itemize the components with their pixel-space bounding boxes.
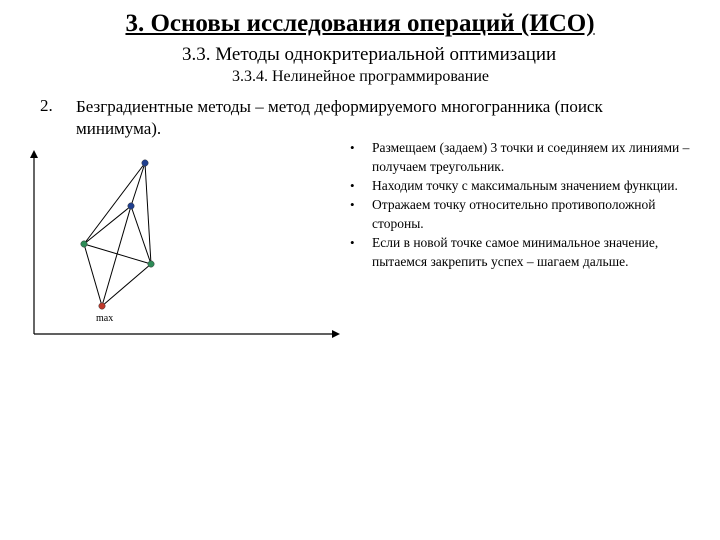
bullet-item — [348, 233, 698, 271]
point-reflected-2 — [142, 160, 148, 166]
point-left — [81, 241, 87, 247]
bullet-symbol: • — [350, 197, 355, 212]
bullet-text: Отражаем точку относительно противоположной стороны. — [372, 197, 656, 231]
triangle-lines — [84, 163, 151, 306]
max-label: max — [96, 313, 114, 324]
bullet-symbol: • — [350, 178, 355, 193]
bullet-item — [348, 195, 698, 233]
bullet-item — [348, 176, 698, 195]
bullet-item — [348, 138, 698, 176]
subsection-subtitle: 3.3.4. Нелинейное программирование — [232, 68, 489, 85]
bullet-symbol: • — [350, 235, 355, 250]
point-max — [99, 303, 105, 309]
item-text: Безградиентные методы – метод деформируемого многогранника (поиск минимума). — [76, 97, 603, 138]
bullet-text: Если в новой точке самое минимальное значение, пытаемся закрепить успех – шагаем дальше. — [372, 235, 659, 269]
point-right — [148, 261, 154, 267]
bullet-list — [348, 138, 698, 271]
slide-title: 3. Основы исследования операций (ИСО) — [125, 10, 595, 37]
bullet-text: Находим точку с максимальным значением функции. — [372, 178, 678, 193]
point-reflected-1 — [128, 203, 134, 209]
section-subtitle: 3.3. Методы однокритериальной оптимизации — [182, 44, 557, 65]
bullet-symbol: • — [350, 140, 355, 155]
item-number: 2. — [40, 96, 53, 115]
bullet-text: Размещаем (задаем) 3 точки и соединяем их линиями – получаем треугольник. — [372, 140, 690, 174]
